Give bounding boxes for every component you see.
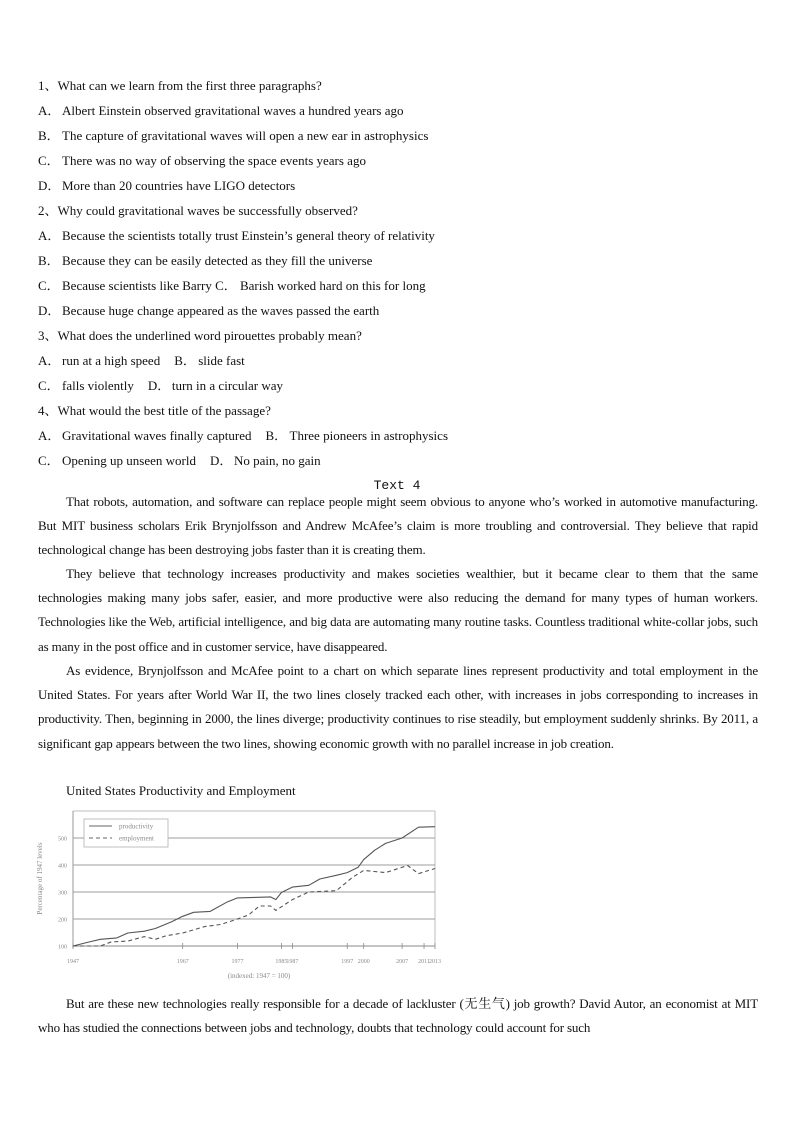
y-axis-label: Percentage of 1947 levels bbox=[36, 842, 44, 915]
x-tick-label: 1977 bbox=[231, 959, 244, 965]
y-tick-label: 200 bbox=[58, 917, 67, 924]
y-tick-label: 500 bbox=[58, 836, 67, 843]
paragraph-1: That robots, automation, and software can replace people might seem obvious to anyone who’s worked in automotive manufacturing. But MIT business scholars Erik Brynjolfsson and Andrew McAfee’s claim is more troubling and controversial. They believe that rapid technological change has been destroying jobs faster than it is creating them. bbox=[38, 494, 758, 558]
question-1-option-a: A． Albert Einstein observed gravitational waves a hundred years ago bbox=[38, 103, 404, 118]
line-chart bbox=[30, 805, 460, 985]
x-tick-label: 1985 bbox=[275, 959, 288, 965]
question-1-option-d: D． More than 20 countries have LIGO detectors bbox=[38, 178, 296, 193]
chart-caption: United States Productivity and Employment bbox=[66, 783, 296, 798]
legend-label-employment: employment bbox=[119, 834, 154, 843]
paragraph-4: But are these new technologies really responsible for a decade of lackluster (无生气) job growth? David Autor, an economist at MIT who has studied the connections between jobs and technology, doubts that technology could account for such bbox=[38, 996, 758, 1036]
question-2-option-c: C． Because scientists like Barry C． Barish worked hard on this for long bbox=[38, 278, 426, 293]
question-2-option-b: B． Because they can be easily detected as they fill the universe bbox=[38, 253, 373, 268]
y-tick-label: 400 bbox=[58, 863, 67, 870]
question-3-options-ab: A． run at a high speed B． slide fast bbox=[38, 353, 245, 368]
x-axis-label: (indexed: 1947 = 100) bbox=[227, 972, 291, 980]
x-tick-label: 2000 bbox=[357, 959, 370, 965]
productivity-employment-chart bbox=[30, 805, 460, 985]
question-3-options-cd: C． falls violently D． turn in a circular way bbox=[38, 378, 284, 393]
section-heading: Text 4 bbox=[373, 478, 421, 493]
question-2-prompt: 2、Why could gravitational waves be successfully observed? bbox=[38, 203, 358, 218]
paragraph-2: They believe that technology increases productivity and makes societies wealthier, but it became clear to them that the same technologies making many jobs safer, easier, and more productive were also reducing the demand for many types of human workers. Technologies like the Web, artificial intelligence, and big data are automating many routine tasks. Countless traditional white-collar jobs, such as many in the post office and in customer service, have disappeared. bbox=[38, 566, 758, 654]
question-4-prompt: 4、What would the best title of the passage? bbox=[38, 403, 271, 418]
employment-line bbox=[73, 866, 435, 947]
x-tick-label: 1967 bbox=[176, 959, 189, 965]
y-tick-label: 100 bbox=[58, 944, 67, 951]
x-tick-label: 2013 bbox=[429, 959, 441, 965]
question-2-option-d: D． Because huge change appeared as the waves passed the earth bbox=[38, 303, 380, 318]
paragraph-3: As evidence, Brynjolfsson and McAfee point to a chart on which separate lines represent productivity and total employment in the United States. For years after World War II, the two lines closely tracked each other, with increases in jobs corresponding to increases in productivity. Then, beginning in 2000, the lines diverge; productivity continues to rise steadily, but employment suddenly shrinks. By 2011, a significant gap appears between the two lines, showing economic growth with no parallel increase in job creation. bbox=[38, 663, 758, 751]
question-2-option-a: A． Because the scientists totally trust Einstein’s general theory of relativity bbox=[38, 228, 435, 243]
y-tick-label: 300 bbox=[58, 890, 67, 897]
x-tick-label: 2007 bbox=[396, 959, 409, 965]
legend-label-productivity: productivity bbox=[119, 822, 154, 831]
question-3-prompt: 3、What does the underlined word pirouettes probably mean? bbox=[38, 328, 362, 343]
x-tick-label: 1987 bbox=[286, 959, 299, 965]
question-1-prompt: 1、What can we learn from the first three paragraphs? bbox=[38, 78, 322, 93]
x-tick-label: 1947 bbox=[67, 959, 79, 965]
question-1-option-b: B． The capture of gravitational waves will open a new ear in astrophysics bbox=[38, 128, 429, 143]
x-tick-label: 1997 bbox=[341, 959, 354, 965]
x-tick-label: 2011 bbox=[418, 959, 430, 965]
question-4-options-cd: C． Opening up unseen world D． No pain, no gain bbox=[38, 453, 321, 468]
question-1-option-c: C． There was no way of observing the space events years ago bbox=[38, 153, 366, 168]
question-4-options-ab: A． Gravitational waves finally captured B． Three pioneers in astrophysics bbox=[38, 428, 448, 443]
